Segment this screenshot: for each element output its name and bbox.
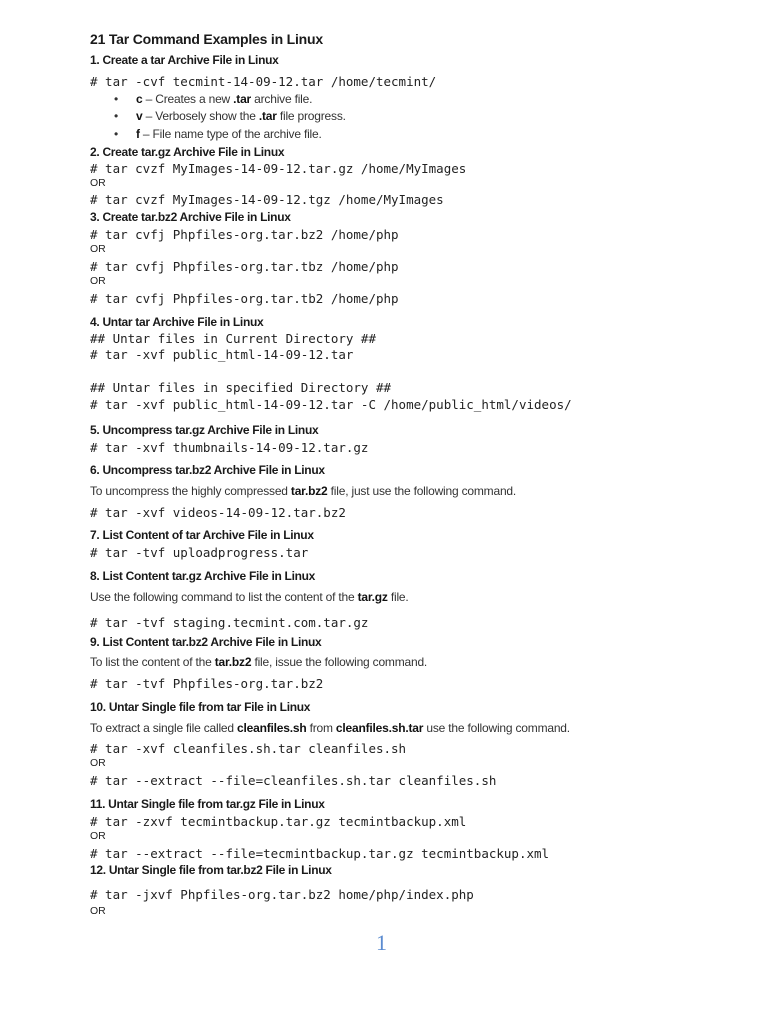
- command-line: # tar -tvf uploadprogress.tar: [90, 545, 309, 560]
- section-heading: 3. Create tar.bz2 Archive File in Linux: [90, 210, 291, 224]
- option-description: Creates a new: [155, 92, 234, 106]
- command-line: # tar -jxvf Phpfiles-org.tar.bz2 home/php/index.php: [90, 887, 474, 902]
- command-line: # tar -xvf public_html-14-09-12.tar -C /home/public_html/videos/: [90, 397, 572, 412]
- command-line: ## Untar files in Current Directory ##: [90, 331, 376, 346]
- or-separator: OR: [90, 275, 106, 287]
- paragraph-text: To uncompress the highly compressed: [90, 484, 291, 498]
- command-line: # tar --extract --file=cleanfiles.sh.tar cleanfiles.sh: [90, 773, 497, 788]
- section-heading: 10. Untar Single file from tar File in Linux: [90, 700, 311, 714]
- section-heading: 6. Uncompress tar.bz2 Archive File in Linux: [90, 463, 325, 477]
- option-extension: .tar: [233, 92, 252, 106]
- option-separator: –: [142, 92, 156, 106]
- or-separator: OR: [90, 177, 106, 189]
- bullet-item: [114, 127, 322, 141]
- command-line: # tar -xvf videos-14-09-12.tar.bz2: [90, 505, 346, 520]
- paragraph: [90, 590, 409, 604]
- command-line: # tar -xvf cleanfiles.sh.tar cleanfiles.sh: [90, 741, 407, 756]
- bullet-dot-icon: •: [114, 109, 119, 123]
- command-line: # tar -cvf tecmint-14-09-12.tar /home/tecmint/: [90, 74, 437, 89]
- command-line: ## Untar files in specified Directory ##: [90, 380, 392, 395]
- section-heading: 5. Uncompress tar.gz Archive File in Linux: [90, 423, 319, 437]
- section-heading: 4. Untar tar Archive File in Linux: [90, 315, 264, 329]
- option-key: c: [136, 92, 143, 106]
- or-separator: OR: [90, 243, 106, 255]
- filename-highlight: tar.gz: [357, 590, 388, 604]
- option-separator: –: [139, 127, 153, 141]
- bullet-item: [114, 109, 346, 123]
- option-key: f: [136, 127, 140, 141]
- section-heading: 8. List Content tar.gz Archive File in Linux: [90, 569, 316, 583]
- option-key: v: [136, 109, 143, 123]
- page-number: 1: [376, 930, 387, 955]
- command-line: # tar cvzf MyImages-14-09-12.tar.gz /home/MyImages: [90, 161, 467, 176]
- command-line: # tar -xvf thumbnails-14-09-12.tar.gz: [90, 440, 369, 455]
- filename-highlight: cleanfiles.sh.tar: [335, 721, 424, 735]
- command-line: # tar cvzf MyImages-14-09-12.tgz /home/MyImages: [90, 192, 444, 207]
- filename-highlight: tar.bz2: [214, 655, 252, 669]
- option-description: File name type of the archive file.: [152, 127, 322, 141]
- command-line: # tar cvfj Phpfiles-org.tar.bz2 /home/php: [90, 227, 399, 242]
- paragraph-text: To extract a single file called: [90, 721, 238, 735]
- paragraph: [90, 655, 427, 669]
- paragraph: [90, 484, 516, 498]
- paragraph-text: file, just use the following command.: [327, 484, 517, 498]
- filename-highlight: tar.bz2: [290, 484, 328, 498]
- option-description-end: file progress.: [276, 109, 346, 123]
- paragraph-text: To list the content of the: [90, 655, 215, 669]
- paragraph-text: file.: [387, 590, 409, 604]
- command-line: # tar -zxvf tecmintbackup.tar.gz tecmintbackup.xml: [90, 814, 467, 829]
- paragraph-text: from: [306, 721, 336, 735]
- filename-highlight: cleanfiles.sh: [237, 721, 307, 735]
- command-line: # tar -tvf Phpfiles-org.tar.bz2: [90, 676, 324, 691]
- option-extension: .tar: [258, 109, 277, 123]
- section-heading: 1. Create a tar Archive File in Linux: [90, 53, 279, 67]
- paragraph-text: use the following command.: [423, 721, 570, 735]
- command-line: # tar -xvf public_html-14-09-12.tar: [90, 347, 354, 362]
- or-separator: OR: [90, 905, 106, 917]
- section-heading: 11. Untar Single file from tar.gz File in Linux: [90, 797, 325, 811]
- paragraph-text: Use the following command to list the content of the: [90, 590, 358, 604]
- section-heading: 12. Untar Single file from tar.bz2 File in Linux: [90, 863, 332, 877]
- option-description: Verbosely show the: [155, 109, 259, 123]
- or-separator: OR: [90, 830, 106, 842]
- paragraph: [90, 721, 570, 735]
- section-heading: 9. List Content tar.bz2 Archive File in Linux: [90, 635, 322, 649]
- paragraph-text: file, issue the following command.: [251, 655, 428, 669]
- document-title: 21 Tar Command Examples in Linux: [90, 31, 323, 47]
- option-description-end: archive file.: [251, 92, 313, 106]
- section-heading: 7. List Content of tar Archive File in Linux: [90, 528, 314, 542]
- bullet-dot-icon: •: [114, 127, 119, 141]
- command-line: # tar -tvf staging.tecmint.com.tar.gz: [90, 615, 369, 630]
- command-line: # tar cvfj Phpfiles-org.tar.tb2 /home/php: [90, 291, 399, 306]
- section-heading: 2. Create tar.gz Archive File in Linux: [90, 145, 285, 159]
- or-separator: OR: [90, 757, 106, 769]
- command-line: # tar cvfj Phpfiles-org.tar.tbz /home/php: [90, 259, 399, 274]
- command-line: # tar --extract --file=tecmintbackup.tar.gz tecmintbackup.xml: [90, 846, 550, 861]
- bullet-dot-icon: •: [114, 92, 119, 106]
- option-separator: –: [142, 109, 156, 123]
- bullet-item: [114, 92, 312, 106]
